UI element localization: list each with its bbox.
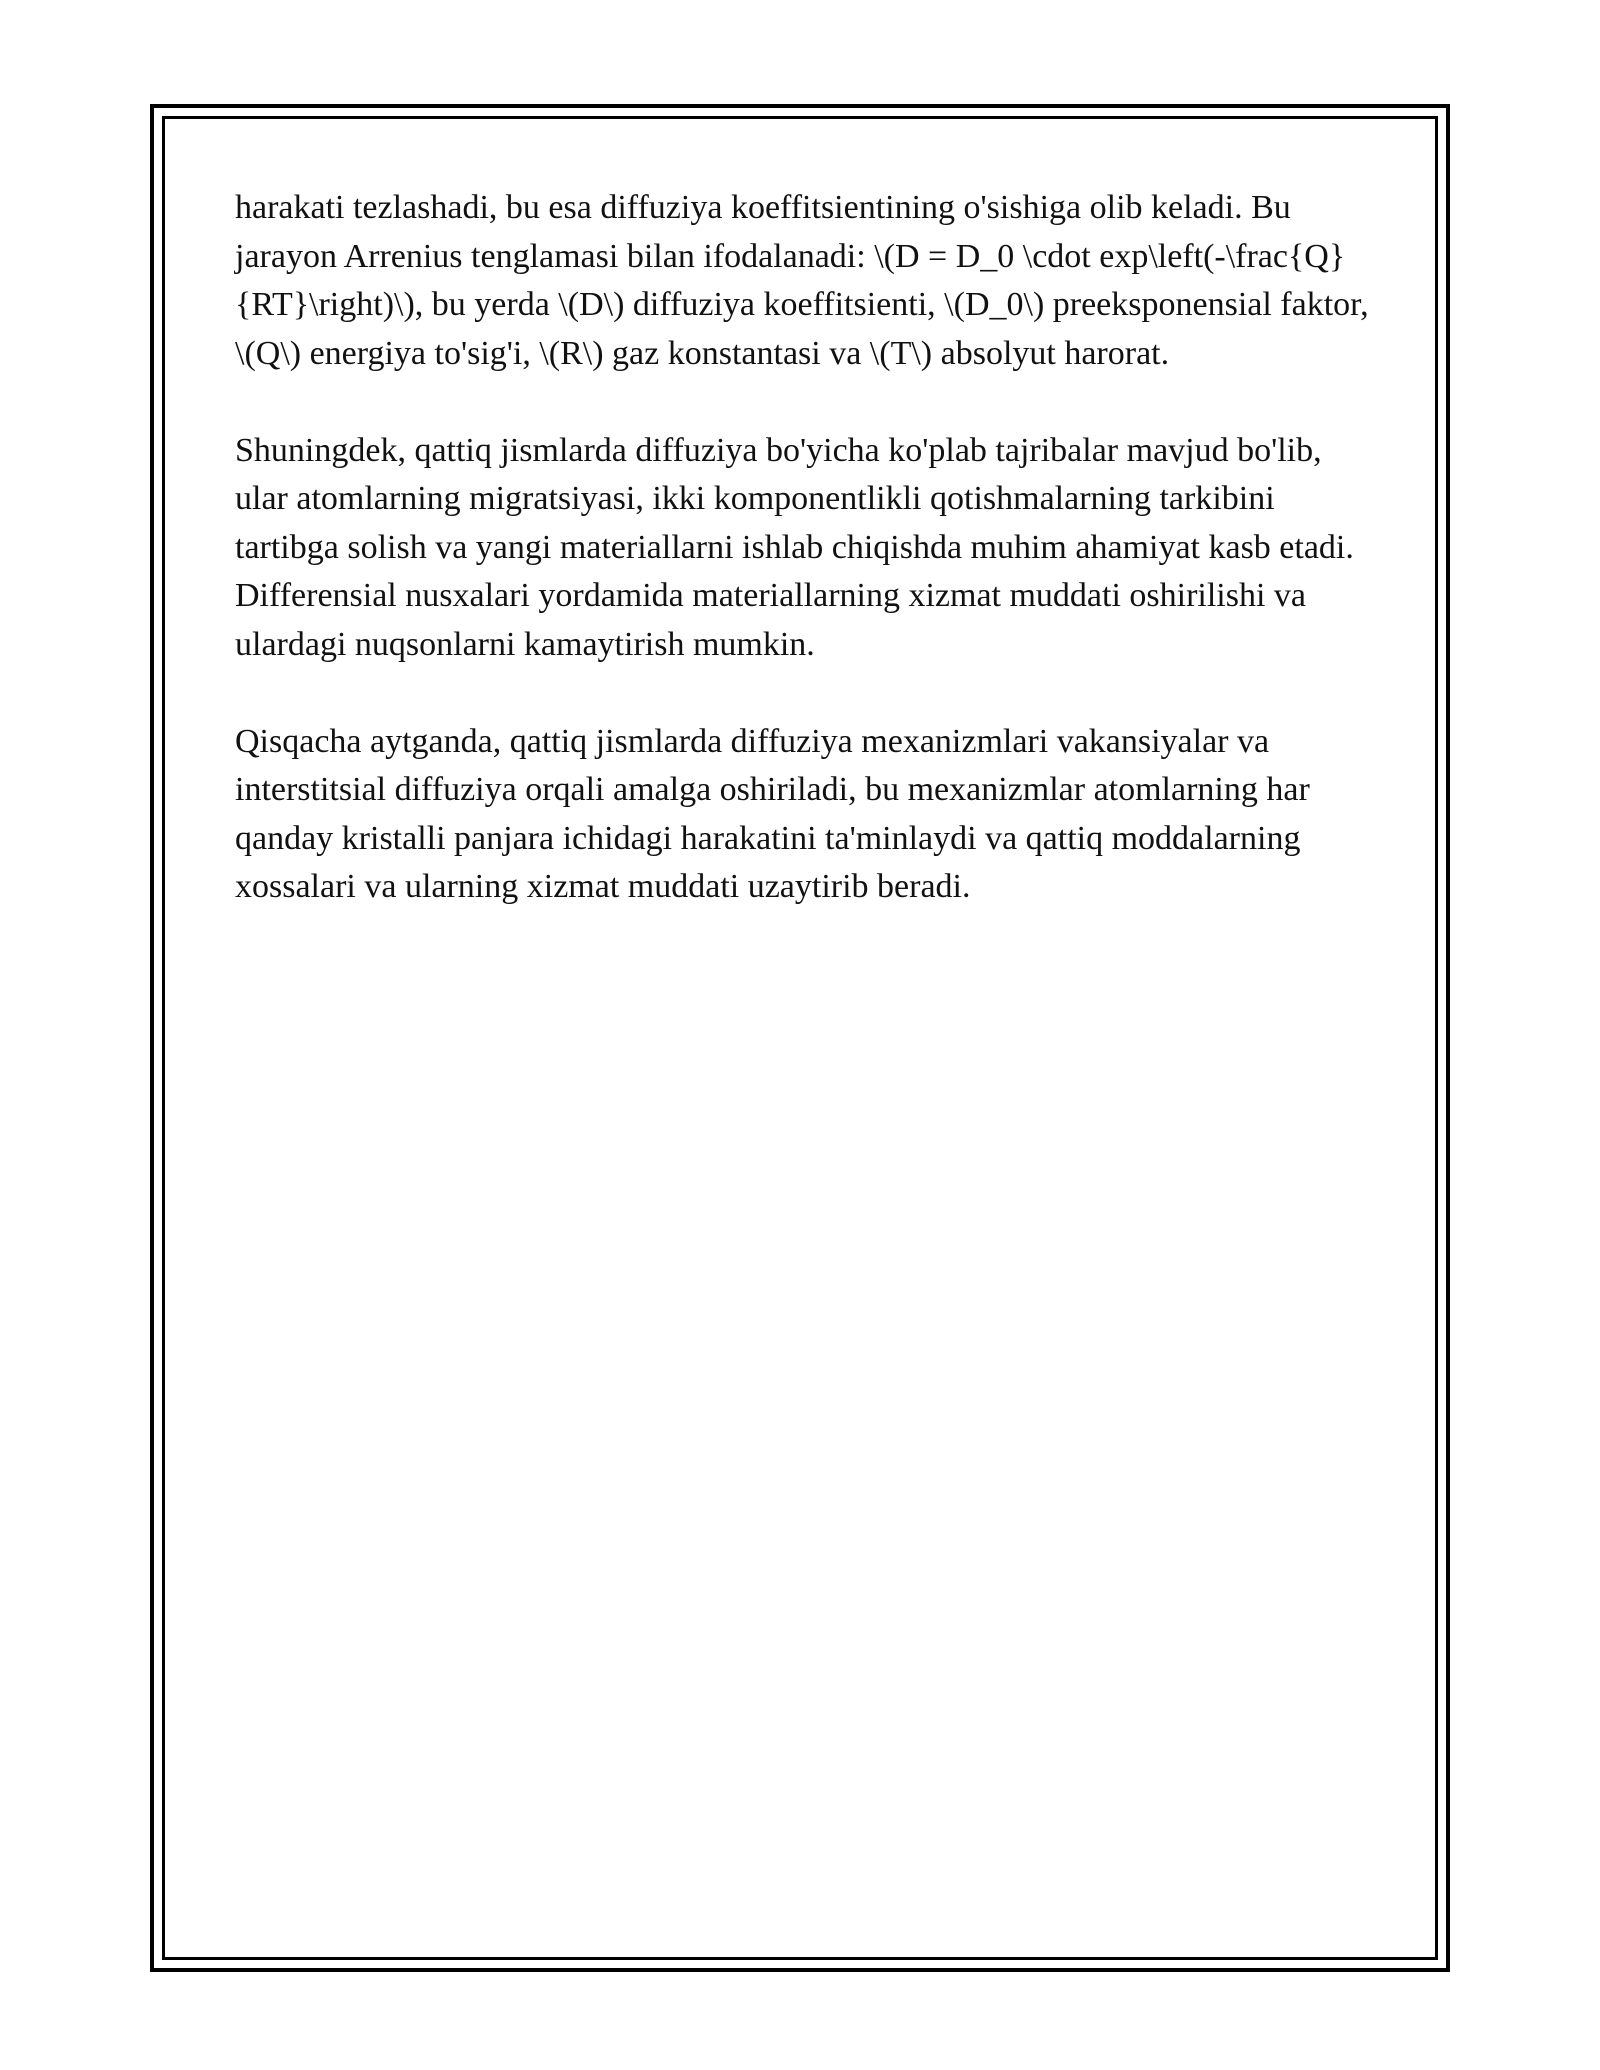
paragraph-arrhenius: harakati tezlashadi, bu esa diffuziya koeffitsientining o'sishiga olib keladi. Bu jarayon Arrenius tenglamasi bilan ifodalanadi: \(D = D_0 \cdot exp\left(-\frac{Q}{RT}\right)\), bu yerda \(D\) diffuziya koeffitsienti, \(D_0\) preeksponensial faktor, \(Q\) energiya to'sig'i, \(R\) gaz konstantasi va \(T\) absolyut harorat.: [235, 189, 1369, 372]
paragraph-experiments: Shuningdek, qattiq jismlarda diffuziya bo'yicha ko'plab tajribalar mavjud bo'lib, ular atomlarning migratsiyasi, ikki komponentlikli qotishmalarning tarkibini tartibga solish va yangi materiallarni ishlab chiqishda muhim ahamiyat kasb etadi. Differensial nusxalari yordamida materiallarning xizmat muddati oshirilishi va ulardagi nuqsonlarni kamaytirish mumkin.: [235, 431, 1354, 663]
document-body: [235, 184, 1375, 960]
paragraph-summary: Qisqacha aytganda, qattiq jismlarda diffuziya mexanizmlari vakansiyalar va interstitsial diffuziya orqali amalga oshiriladi, bu mexanizmlar atomlarning har qanday kristalli panjara ichidagi harakatini ta'minlaydi va qattiq moddalarning xossalari va ularning xizmat muddati uzaytirib beradi.: [235, 722, 1310, 905]
